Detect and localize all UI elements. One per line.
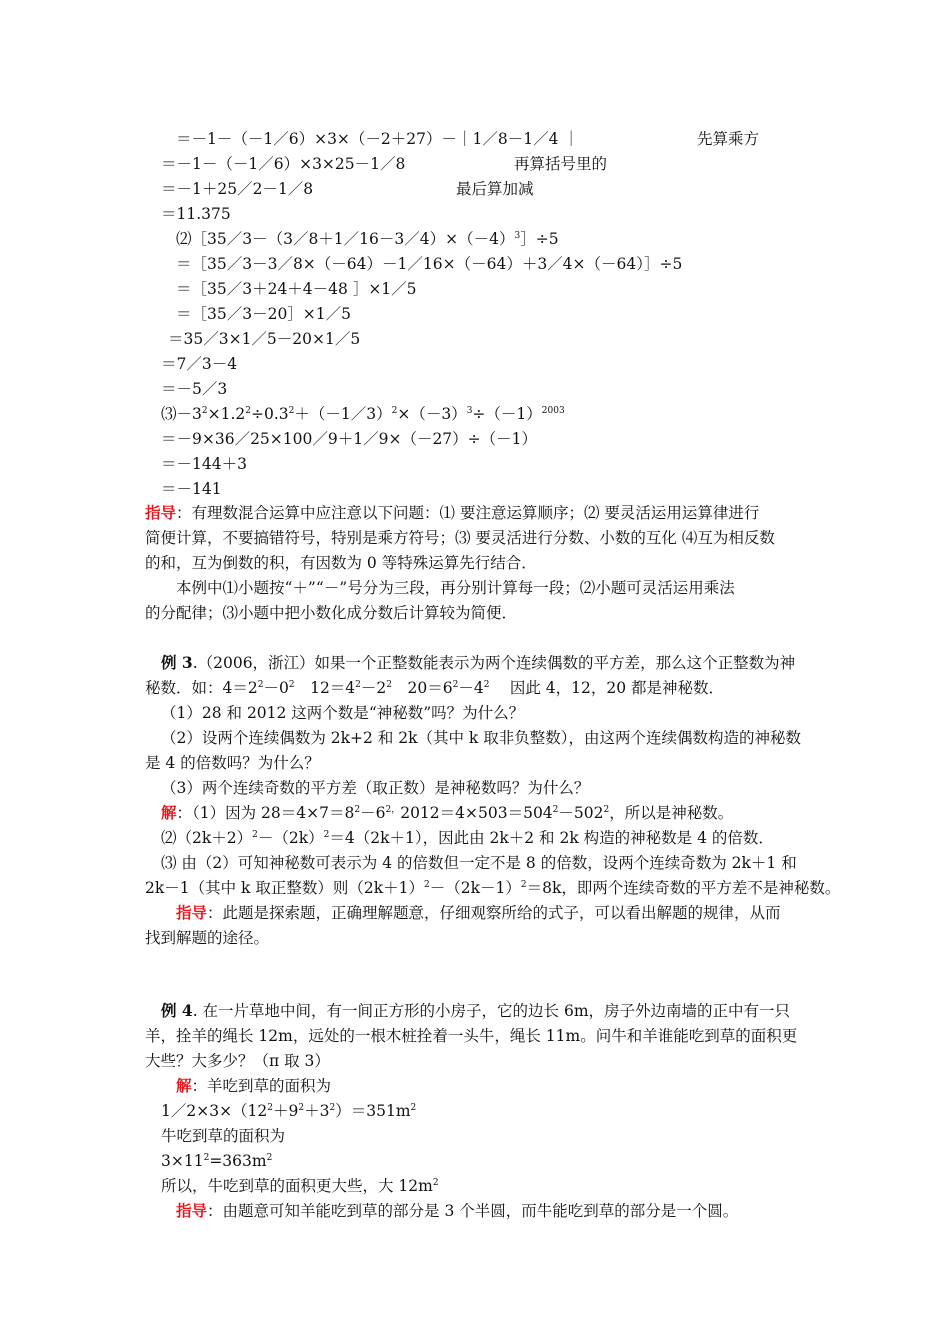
text-segment: －（2k） xyxy=(257,829,324,847)
ex3-question2a: （2）设两个连续偶数为 2k+2 和 2k（其中 k 取非负整数），由这两个连续偶数构造的神秘数 xyxy=(161,729,801,747)
ex4-line3: 大些？大多少？（π 取 3） xyxy=(145,1052,330,1070)
superscript-exponent: 2 xyxy=(391,406,398,416)
text-segment: ÷0.3 xyxy=(250,405,289,423)
superscript-exponent: 2 xyxy=(520,880,527,890)
calc2-line5: ＝35／3×1／5－20×1／5 xyxy=(168,330,361,348)
guide-label: 指导 xyxy=(145,503,177,522)
calc1-line4: ＝11.375 xyxy=(161,205,231,223)
superscript-exponent: 2 xyxy=(603,805,610,815)
ex3-question2b: 是 4 的倍数吗？为什么？ xyxy=(145,754,320,772)
solution-label: 解 xyxy=(176,1076,192,1095)
text-segment: ：有理数混合运算中应注意以下问题：⑴ 要注意运算顺序；⑵ 要灵活运用运算律进行 xyxy=(176,504,760,522)
calc3-line4: ＝－141 xyxy=(161,480,222,498)
ex3-line2 xyxy=(145,677,724,699)
ex3-guide-line2: 找到解题的途径。 xyxy=(145,929,270,947)
superscript-exponent: 2 xyxy=(386,680,393,690)
superscript-exponent: 3 xyxy=(514,231,521,241)
superscript-exponent: 2 xyxy=(410,1103,417,1113)
superscript-exponent: 2 xyxy=(252,830,258,840)
ex4-label: 例 4 xyxy=(161,1001,193,1020)
superscript-exponent: 2 xyxy=(201,406,208,416)
text-segment: 所以，牛吃到草的面积更大些，大 12m xyxy=(161,1177,433,1195)
superscript-exponent: 2 xyxy=(266,1153,273,1163)
superscript-exponent: 2 xyxy=(323,830,330,840)
text-segment: ］÷5 xyxy=(520,230,559,248)
text-segment: 12＝4 xyxy=(294,679,356,697)
calc3-line3: ＝－144＋3 xyxy=(161,455,247,473)
superscript-exponent: 2 xyxy=(452,680,459,690)
text-segment: ，所以是神秘数。 xyxy=(609,804,734,822)
text-segment: －2 xyxy=(360,679,387,697)
text-segment: ⑶－3 xyxy=(161,405,202,423)
text-segment: 秘数．如：4＝2 xyxy=(145,679,258,697)
calc1-line1: ＝－1－（－1／6）×3×（－2＋27）－｜1／8－1／4 ｜ xyxy=(176,130,579,148)
superscript-exponent: 3 xyxy=(466,406,473,416)
calc2-line4: ＝［35／3－20］×1／5 xyxy=(176,305,352,323)
superscript-exponent: 2 xyxy=(288,406,295,416)
guide1-line2: 简便计算，不要搞错符号，特别是乘方符号；⑶ 要灵活进行分数、小数的互化 ⑷互为相反数 xyxy=(145,529,775,547)
guide-label: 指导 xyxy=(176,903,208,922)
ex4-solution1 xyxy=(176,1075,331,1097)
calc1-note3: 最后算加减 xyxy=(456,180,534,198)
ex3-solution2 xyxy=(161,827,774,849)
text-segment: 2012＝4×503＝504 xyxy=(400,804,553,822)
ex4-solution4 xyxy=(161,1150,272,1172)
ex3-guide-line1 xyxy=(176,902,781,924)
superscript-exponent: 2， xyxy=(385,805,401,815)
text-segment: ⑵［35／3－（3／8＋1／16－3／4）×（－4） xyxy=(176,230,515,248)
text-segment: 20＝6 xyxy=(392,679,453,697)
guide1-line5: 的分配律；⑶小题中把小数化成分数后计算较为简便． xyxy=(145,604,518,622)
text-segment: －6 xyxy=(360,804,386,822)
calc3-line1 xyxy=(161,403,565,425)
text-segment: －4 xyxy=(458,679,484,697)
calc2-line6: ＝7／3－4 xyxy=(161,355,238,373)
calc1-note1: 先算乘方 xyxy=(697,130,760,148)
ex3-question1: （1）28 和 2012 这两个数是“神秘数”吗？为什么？ xyxy=(161,704,525,722)
calc2-line3: ＝［35／3＋24＋4－48 ］×1／5 xyxy=(176,280,417,298)
superscript-exponent: 2 xyxy=(552,805,559,815)
ex4-guide xyxy=(176,1200,738,1222)
text-segment: ＝8k，即两个连续奇数的平方差不是神秘数。 xyxy=(526,879,841,897)
calc1-line2: ＝－1－（－1／6）×3×25－1／8 xyxy=(161,155,406,173)
superscript-exponent: 2 xyxy=(354,805,361,815)
ex3-question3: （3）两个连续奇数的平方差（取正数）是神秘数吗？为什么？ xyxy=(161,779,590,797)
ex3-solution1 xyxy=(161,802,733,824)
ex4-solution3: 牛吃到草的面积为 xyxy=(161,1127,286,1145)
text-segment: ：羊吃到草的面积为 xyxy=(191,1077,332,1095)
calc1-line3: ＝－1＋25／2－1／8 xyxy=(161,180,314,198)
ex3-label: 例 3 xyxy=(161,653,193,672)
text-segment: =363m xyxy=(209,1152,267,1170)
text-segment: ＋9 xyxy=(273,1102,299,1120)
text-segment: ⑵（2k＋2） xyxy=(161,829,253,847)
guide1-line4: 本例中⑴小题按“＋”“－”号分为三段，再分别计算每一段；⑵小题可灵活运用乘法 xyxy=(176,579,735,597)
guide1-line3: 的和，互为倒数的积，有因数为 0 等特殊运算先行结合． xyxy=(145,554,537,572)
superscript-exponent: 2003 xyxy=(541,406,565,416)
ex3-solution3a: ⑶ 由（2）可知神秘数可表示为 4 的倍数但一定不是 8 的倍数，设两个连续奇数为 2k＋1 和 xyxy=(161,854,797,872)
calc2-line2: ＝［35／3－3／8×（－64）－1／16×（－64）＋3／4×（－64）］÷5 xyxy=(176,255,683,273)
text-segment: ：（1）因为 28＝4×7＝8 xyxy=(176,804,355,822)
text-segment: ：此题是探索题，正确理解题意，仔细观察所给的式子，可以看出解题的规律，从而 xyxy=(207,904,781,922)
ex4-line2: 羊，拴羊的绳长 12m，远处的一根木桩拴着一头牛，绳长 11m。问牛和羊谁能吃到草的面积更 xyxy=(145,1027,798,1045)
superscript-exponent: 2 xyxy=(245,406,251,416)
superscript-exponent: 2 xyxy=(288,680,295,690)
text-segment: ＋3 xyxy=(304,1102,330,1120)
text-segment: 因此 4，12，20 都是神秘数． xyxy=(489,679,725,697)
superscript-exponent: 2 xyxy=(298,1103,305,1113)
solution-label: 解 xyxy=(161,803,177,822)
guide1-line1 xyxy=(145,502,759,524)
text-segment: ＋（－1／3） xyxy=(294,405,392,423)
text-segment: －（2k－1） xyxy=(429,879,521,897)
text-segment: . 在一片草地中间，有一间正方形的小房子，它的边长 6m，房子外边南墙的正中有一只 xyxy=(192,1002,791,1020)
text-segment: 3×11 xyxy=(161,1152,204,1170)
text-segment: －502 xyxy=(558,804,604,822)
superscript-exponent: 2 xyxy=(329,1103,336,1113)
ex3-line1 xyxy=(161,652,795,674)
text-segment: ×1.2 xyxy=(207,405,246,423)
superscript-exponent: 2 xyxy=(257,680,264,690)
calc2-line1 xyxy=(176,228,559,250)
superscript-exponent: 2 xyxy=(355,680,361,690)
superscript-exponent: 2 xyxy=(267,1103,274,1113)
superscript-exponent: 2 xyxy=(483,680,490,690)
text-segment: ）＝351m xyxy=(335,1102,411,1120)
text-segment: ：由题意可知羊能吃到草的部分是 3 个半圆，而牛能吃到草的部分是一个圆。 xyxy=(207,1202,739,1220)
text-segment: ÷（－1） xyxy=(472,405,542,423)
text-segment: 2k－1（其中 k 取正整数）则（2k＋1） xyxy=(145,879,424,897)
guide-label: 指导 xyxy=(176,1201,208,1220)
ex4-line1 xyxy=(161,1000,790,1022)
text-segment: ＝4（2k＋1），因此由 2k＋2 和 2k 构造的神秘数是 4 的倍数． xyxy=(329,829,774,847)
text-segment: .（2006，浙江）如果一个正整数能表示为两个连续偶数的平方差，那么这个正整数为神 xyxy=(192,654,796,672)
ex3-solution3b xyxy=(145,877,840,899)
superscript-exponent: 2 xyxy=(432,1178,439,1188)
ex4-solution5 xyxy=(161,1175,439,1197)
calc2-line7: ＝－5／3 xyxy=(161,380,228,398)
calc3-line2: ＝－9×36／25×100／9＋1／9×（－27）÷（－1） xyxy=(161,430,538,448)
text-segment: 1／2×3×（12 xyxy=(161,1102,268,1120)
text-segment: －0 xyxy=(263,679,289,697)
calc1-note2: 再算括号里的 xyxy=(514,155,608,173)
ex4-solution2 xyxy=(161,1100,416,1122)
superscript-exponent: 2 xyxy=(423,880,430,890)
superscript-exponent: 2 xyxy=(203,1153,210,1163)
text-segment: ×（－3） xyxy=(397,405,467,423)
